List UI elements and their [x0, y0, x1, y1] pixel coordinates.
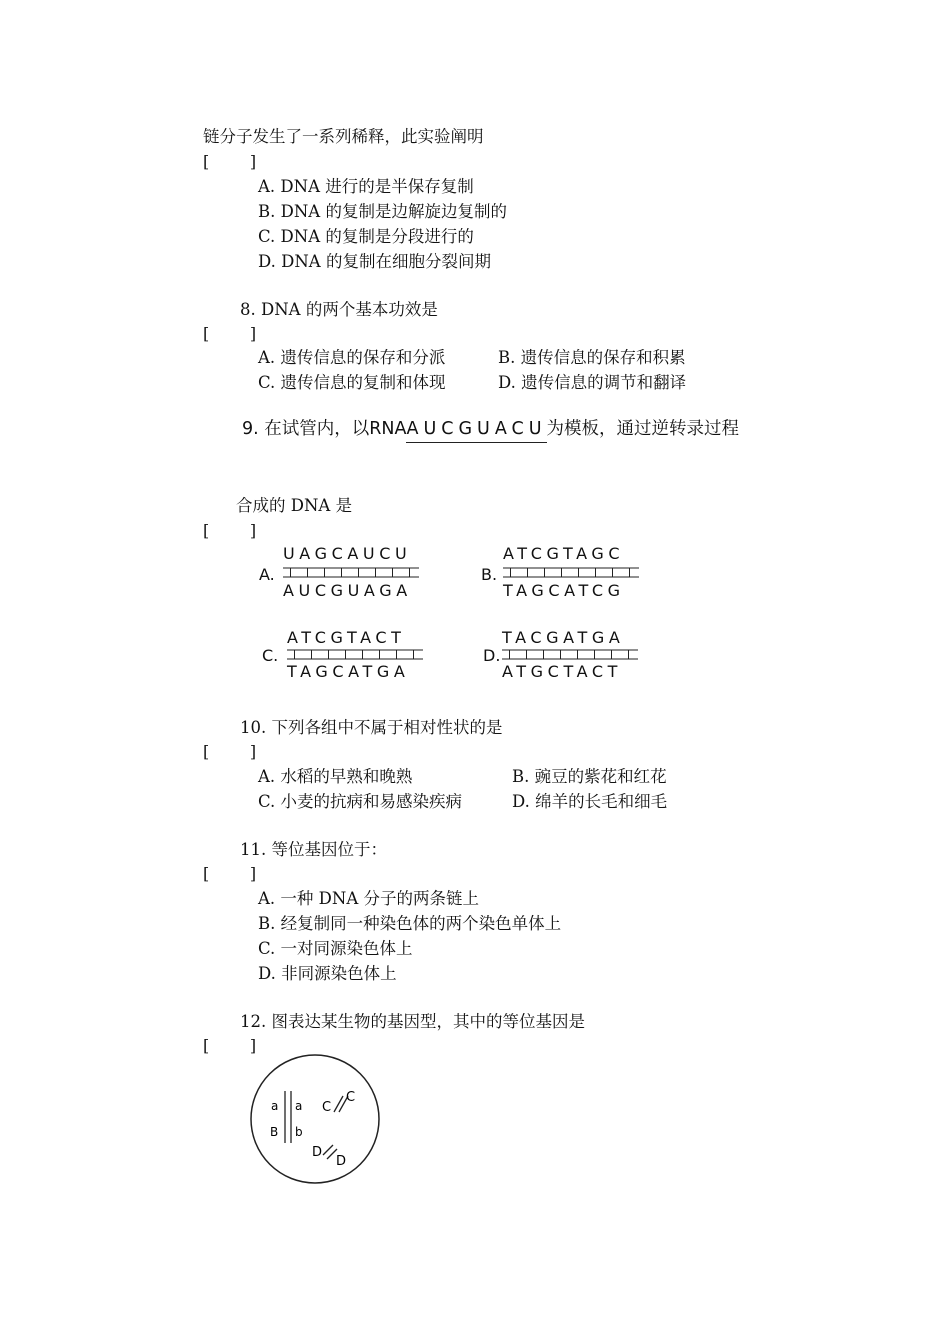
q12-stem: 12. 图表达某生物的基因型，其中的等位基因是 [240, 1012, 585, 1031]
q7-option-b[interactable]: B. DNA 的复制是边解旋边复制的 [258, 202, 507, 221]
gene-label-a-right: a [295, 1099, 303, 1113]
q7-stem-continuation: 链分子发生了一系列稀释，此实验阐明 [203, 127, 484, 146]
q9-option-c-top-strand: ATCGTACT [287, 628, 406, 647]
q8-option-d[interactable]: D. 遗传信息的调节和翻译 [498, 373, 687, 392]
q10-answer-bracket[interactable]: [ ] [203, 742, 257, 761]
q9-stem-line2: 合成的 DNA 是 [236, 496, 353, 515]
q9-option-c-letter: C. [262, 646, 279, 665]
q10-option-d[interactable]: D. 绵羊的长毛和细毛 [512, 792, 668, 811]
q12-answer-bracket[interactable]: [ ] [203, 1036, 257, 1055]
q9-option-b-base-pair-lines [503, 566, 643, 580]
q7-option-d[interactable]: D. DNA 的复制在细胞分裂间期 [258, 252, 491, 271]
q9-option-d-top-strand: TACGATGA [502, 628, 625, 647]
q8-answer-bracket[interactable]: [ ] [203, 324, 257, 343]
chromosome-d-line-1 [323, 1145, 333, 1155]
q9-answer-bracket[interactable]: [ ] [203, 521, 257, 540]
q9-option-b-top-strand: ATCGTAGC [503, 544, 625, 563]
q11-option-a[interactable]: A. 一种 DNA 分子的两条链上 [258, 889, 479, 908]
gene-label-D-left: D [312, 1145, 323, 1160]
q9-stem-suffix: 为模板，通过逆转录过程 [546, 419, 740, 439]
q7-option-c[interactable]: C. DNA 的复制是分段进行的 [258, 227, 474, 246]
q9-option-c-base-pair-lines [287, 648, 427, 662]
q9-option-c-bottom-strand: TAGCATGA [287, 662, 410, 681]
q9-option-b-bottom-strand: TAGCATCG [503, 581, 625, 600]
q9-option-a-bottom-strand: AUCGUAGA [283, 581, 412, 600]
q10-option-c[interactable]: C. 小麦的抗病和易感染疾病 [258, 792, 463, 811]
q9-option-d-letter: D. [483, 646, 501, 665]
q9-rna-template: AUCGUACU [406, 418, 546, 443]
q7-answer-bracket[interactable]: [ ] [203, 152, 257, 171]
gene-label-D-right: D [336, 1154, 347, 1169]
q8-option-b[interactable]: B. 遗传信息的保存和积累 [498, 348, 686, 367]
gene-label-a-left: a [271, 1099, 279, 1113]
q10-option-a[interactable]: A. 水稻的早熟和晚熟 [258, 767, 413, 786]
q9-option-d-bottom-strand: ATGCTACT [502, 662, 622, 681]
q8-option-a[interactable]: A. 遗传信息的保存和分派 [258, 348, 446, 367]
q9-option-a-letter: A. [259, 565, 275, 584]
q12-cell-diagram [245, 1052, 385, 1192]
q9-option-a-base-pair-lines [283, 566, 423, 580]
gene-label-B-left: B [270, 1125, 279, 1139]
q8-option-c[interactable]: C. 遗传信息的复制和体现 [258, 373, 446, 392]
gene-label-b-right: b [295, 1125, 303, 1139]
q10-stem: 10. 下列各组中不属于相对性状的是 [240, 718, 503, 737]
q9-option-a-top-strand: UAGCAUCU [283, 544, 412, 563]
chromosome-c-line-1 [334, 1096, 343, 1112]
gene-label-C-left: C [322, 1100, 332, 1115]
q9-option-d-base-pair-lines [502, 648, 642, 662]
q9-stem [242, 418, 739, 443]
q11-option-d[interactable]: D. 非同源染色体上 [258, 964, 397, 983]
q7-option-a[interactable]: A. DNA 进行的是半保存复制 [258, 177, 474, 196]
gene-label-C-right: C [346, 1090, 356, 1105]
q11-answer-bracket[interactable]: [ ] [203, 864, 257, 883]
cell-membrane [251, 1055, 379, 1183]
q10-option-b[interactable]: B. 豌豆的紫花和红花 [512, 767, 667, 786]
q11-option-b[interactable]: B. 经复制同一种染色体的两个染色单体上 [258, 914, 562, 933]
q11-stem: 11. 等位基因位于： [240, 840, 387, 859]
q8-stem: 8. DNA 的两个基本功效是 [240, 300, 438, 319]
q9-option-b-letter: B. [481, 565, 498, 584]
q9-stem-prefix: 9. 在试管内，以RNA [242, 419, 407, 439]
q11-option-c[interactable]: C. 一对同源染色体上 [258, 939, 413, 958]
